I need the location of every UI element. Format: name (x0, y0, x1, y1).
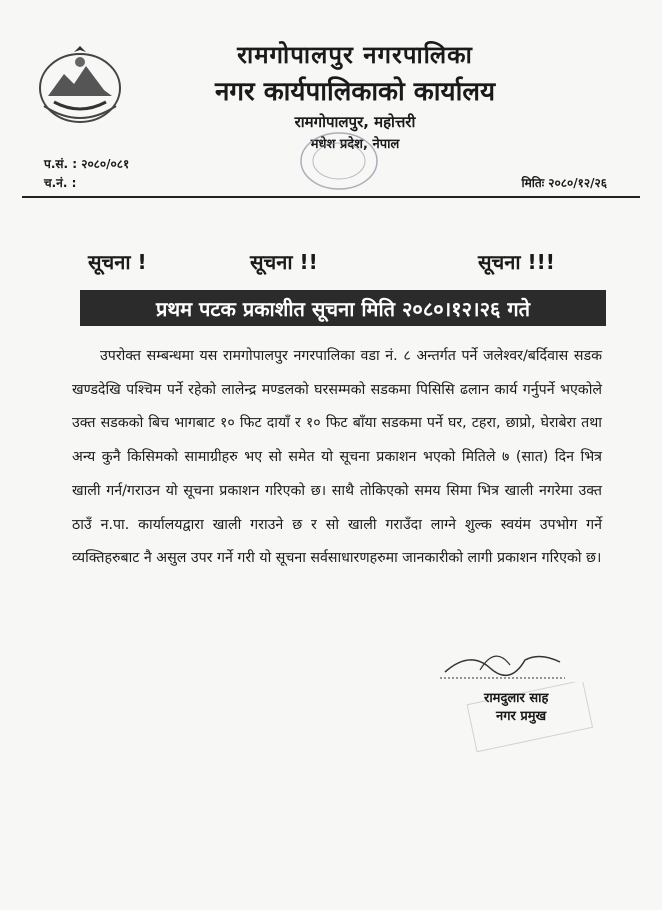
address-line-2: मधेश प्रदेश, नेपाल (310, 137, 400, 152)
notice-body: उपरोक्त सम्बन्धमा यस रामगोपालपुर नगरपालिका वडा नं. ८ अन्तर्गत पर्ने जलेश्वर/बर्दिवास सडक खण्डदेखि पश्चिम पर्ने रहेको लालेन्द्र मण्डलको घरसम्मको सडकमा पिसिसि ढलान कार्य गर्नुपर्ने भएकोले उक्त सडकको बिच भागबाट १० फिट दायाँ र १० फिट बाँया सडकमा पर्ने घर, टहरा, छाप्रो, घेराबेरा तथा अन्य कुनै किसिमको सामाग्रीहरु भए सो समेत यो सूचना प्रकाशन भएको मितिले ७ (सात) दिन भित्र खाली गर्न/गराउन यो सूचना प्रकाशन गरिएको छ। साथै तोकिएको समय सिमा भित्र खाली नगरेमा उक्त ठाउँ न.पा. कार्यालयद्वारा खाली गराउने छ र सो खाली गराउँदा लाग्ने शुल्क स्वयंम उपभोग गर्ने व्यक्तिहरुबाट नै असुल उपर गर्ने गरी यो सूचना सर्वसाधारणहरुमा जानकारीको लागी प्रकाशन गरिएको छ। (72, 348, 602, 567)
notice-heading-1: सूचना ! (88, 250, 147, 274)
nepal-government-emblem-icon (34, 44, 126, 126)
address-line-1: रामगोपालपुर, महोत्तरी (294, 113, 416, 131)
handwritten-signature (440, 640, 570, 685)
signatory-name: रामदुलार साह (484, 691, 549, 706)
dispatch-number: च.नं. : (44, 176, 77, 190)
office-stamp (298, 128, 380, 194)
office-name: नगर कार्यपालिकाको कार्यालय (214, 77, 496, 107)
notice-heading-2: सूचना !! (250, 250, 318, 274)
notice-heading-3: सूचना !!! (478, 250, 555, 274)
document-date: मितिः २०८०/१२/२६ (521, 176, 607, 190)
municipality-name: रामगोपालपुर नगरपालिका (237, 41, 473, 69)
publication-date-banner: प्रथम पटक प्रकाशीत सूचना मिति २०८०।१२।२६ गते (80, 290, 606, 326)
header-divider (22, 196, 640, 198)
reference-number: प.सं. : २०८०/०८१ (44, 157, 130, 171)
signatory-title: नगर प्रमुख (496, 709, 547, 724)
